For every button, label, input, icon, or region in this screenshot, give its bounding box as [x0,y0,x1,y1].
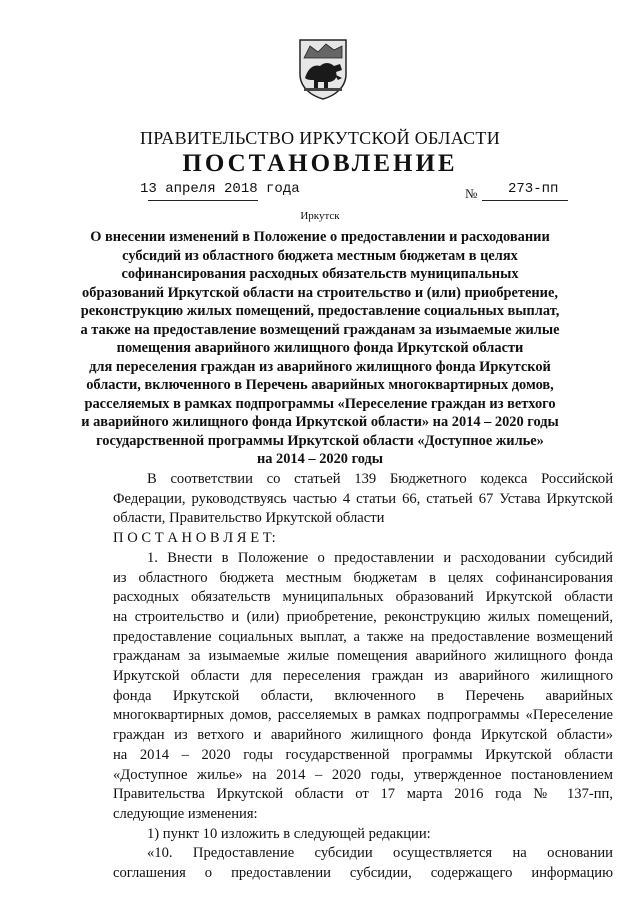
body-line: 1. Внести в Положение о предоставлении и расходовании субсидий [147,549,613,566]
date-underline [148,200,258,201]
body-line: следующие изменения: [113,805,258,822]
body-line: многоквартирных домов, расселяемых в рамках подпрограммы «Переселение [113,707,613,724]
title-line: государственной программы Иркутской области «Доступное жилье» [96,432,544,449]
document-city: Иркутск [300,210,340,222]
body-line: предоставление социальных выплат, а также на предоставление возмещений [113,628,613,645]
document-body [113,470,613,884]
document-type: ПОСТАНОВЛЕНИЕ [182,150,458,177]
body-line: В соответствии со статьей 139 Бюджетного кодекса Российской [147,471,613,487]
body-line: фонда Иркутской области, включенного в Перечень аварийных [113,687,613,704]
title-line: и аварийного жилищного фонда Иркутской области» на 2014 – 2020 годы [81,414,559,430]
body-line: из областного бюджета местным бюджетам в целях софинансирования [113,569,613,586]
title-line: области, включенного в Перечень аварийных многоквартирных домов, [86,377,554,393]
body-line: граждан из ветхого и аварийного жилищного фонда Иркутской области» [113,727,613,744]
body-line: «10. Предоставление субсидии осуществляется на основании [147,845,613,862]
title-line: образований Иркутской области на строительство и (или) приобретение, [82,284,558,301]
document-date: 13 апреля 2018 года [140,181,300,197]
title-line: на 2014 – 2020 годы [256,451,384,467]
title-line: субсидий из областного бюджета местным бюджетам в целях [122,247,518,264]
body-line: «Доступное жилье» на 2014 – 2020 годы, утвержденное постановлением [113,766,613,783]
title-line: помещения аварийного жилищного фонда Иркутской области [116,340,524,356]
body-line: на строительство и (или) приобретение, реконструкцию жилых помещений, [113,608,613,625]
body-line: Иркутской области для переселения граждан из аварийного жилищного [113,668,613,685]
body-line: на 2014 – 2020 годы государственной программы Иркутской области [113,746,613,763]
body-line: гражданам за изымаемые жилые помещения аварийного жилищного фонда [113,648,613,665]
document-title [80,228,560,469]
body-line: Федерации, руководствуясь частью 4 статьи 66, статьей 67 Устава Иркутской [113,490,613,507]
document-number: 273-пп [508,181,559,197]
number-label: № [465,186,478,201]
title-line: для переселения граждан из аварийного жилищного фонда Иркутской [89,358,551,375]
title-line: О внесении изменений в Положение о предоставлении и расходовании [90,229,550,245]
body-line: Правительства Иркутской области от 17 марта 2016 года № 137-пп, [113,786,613,803]
government-name: ПРАВИТЕЛЬСТВО ИРКУТСКОЙ ОБЛАСТИ [139,128,501,148]
body-line: расходных обязательств муниципальных образований Иркутской области [113,589,613,606]
resolution-word: П О С Т А Н О В Л Я Е Т: [113,530,276,547]
title-line: реконструкцию жилых помещений, предоставление социальных выплат, [80,303,560,319]
body-line: 1) пункт 10 изложить в следующей редакции: [147,825,431,842]
coat-of-arms-icon [298,38,348,100]
title-line: а также на предоставление возмещений гражданам за изымаемые жилые [80,321,560,338]
body-line: соглашения о предоставлении субсидии, содержащего информацию [113,865,613,882]
body-line: области, Правительство Иркутской области [113,510,385,527]
title-line: расселяемых в рамках подпрограммы «Переселение граждан из ветхого [84,395,556,412]
title-line: софинансирования расходных обязательств муниципальных [121,266,519,282]
number-underline [482,200,568,201]
